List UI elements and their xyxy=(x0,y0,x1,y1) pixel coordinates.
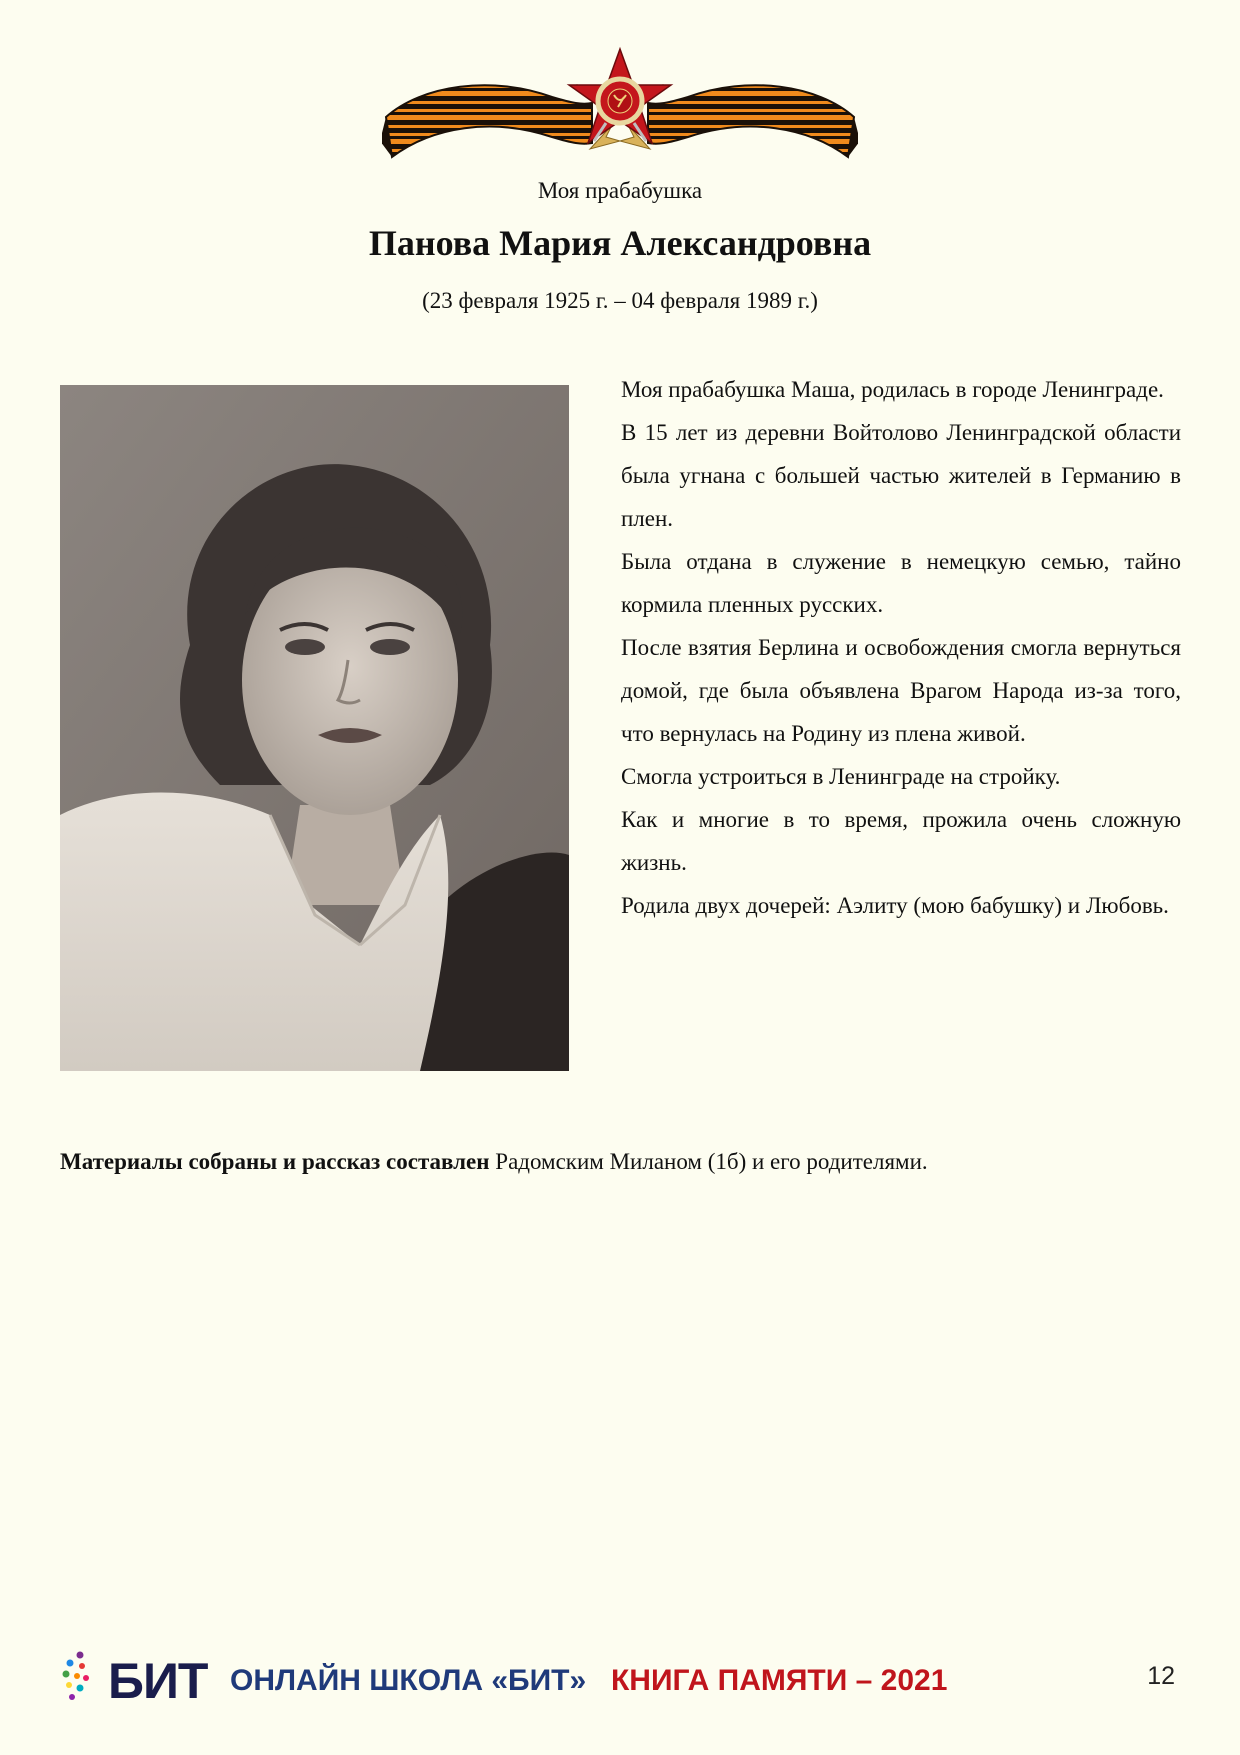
bio-paragraph: Как и многие в то время, прожила очень сложную жизнь. xyxy=(621,807,1181,875)
order-of-patriotic-war-emblem-icon xyxy=(382,45,858,170)
life-dates: (23 февраля 1925 г. – 04 февраля 1989 г.) xyxy=(422,288,818,313)
page-footer xyxy=(60,1650,1180,1710)
bio-paragraph: Родила двух дочерей: Аэлиту (мою бабушку) и Любовь. xyxy=(621,893,1169,918)
biography-text xyxy=(621,368,1181,927)
subtitle: Моя прабабушка xyxy=(537,178,703,203)
person-name: Панова Мария Александровна xyxy=(368,223,872,263)
page-number: 12 xyxy=(1147,1662,1175,1690)
bit-logo-text: БИТ xyxy=(108,1653,208,1709)
credits-line xyxy=(60,1149,928,1175)
bio-paragraph: Была отдана в служение в немецкую семью, тайно кормила пленных русских. xyxy=(621,549,1181,617)
bit-logo-dots-icon xyxy=(60,1650,90,1706)
credits-label: Материалы собраны и рассказ составлен xyxy=(60,1149,490,1174)
bio-paragraph: Моя прабабушка Маша, родилась в городе Ленинграде. xyxy=(621,377,1164,402)
school-name: ОНЛАЙН ШКОЛА «БИТ» xyxy=(230,1664,587,1697)
bio-paragraph: После взятия Берлина и освобождения смогла вернуться домой, где была объявлена Врагом Народа из-за того, что вернулась на Родину из плена живой. xyxy=(621,635,1181,746)
bio-paragraph: В 15 лет из деревни Войтолово Ленинградской области была угнана с большей частью жителей в Германию в плен. xyxy=(621,420,1181,531)
bio-paragraph: Смогла устроиться в Ленинграде на стройку. xyxy=(621,764,1061,789)
book-title: КНИГА ПАМЯТИ – 2021 xyxy=(611,1664,948,1697)
credits-authors: Радомским Миланом (1б) и его родителями. xyxy=(489,1149,928,1174)
portrait-photo xyxy=(60,385,569,1071)
